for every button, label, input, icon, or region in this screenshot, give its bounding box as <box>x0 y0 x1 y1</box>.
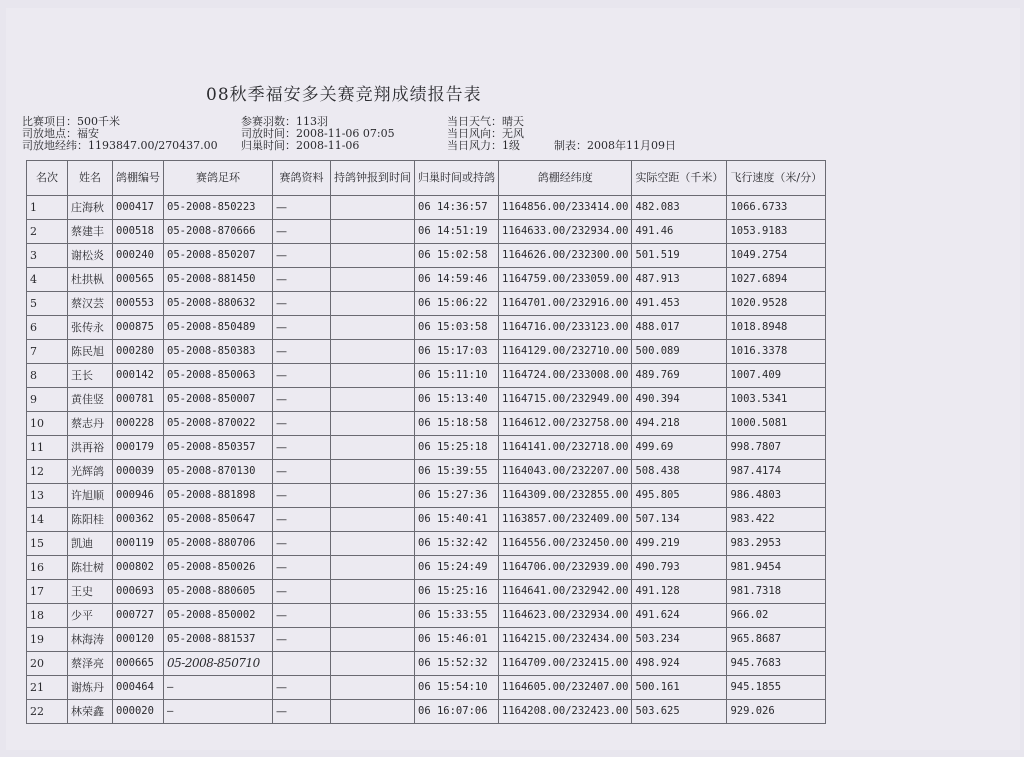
cell-clock <box>331 700 415 724</box>
cell-name: 张传永 <box>68 316 113 340</box>
cell-clock <box>331 340 415 364</box>
cell-loft: 000802 <box>113 556 164 580</box>
cell-info: — <box>273 604 331 628</box>
table-row <box>27 604 826 628</box>
cell-ring: 05-2008-880632 <box>164 292 273 316</box>
cell-ring: 05-2008-850207 <box>164 244 273 268</box>
cell-distance: 491.624 <box>632 604 727 628</box>
cell-return-time: 06 15:06:22 <box>415 292 499 316</box>
cell-rank: 22 <box>27 700 68 724</box>
cell-distance: 495.805 <box>632 484 727 508</box>
cell-name: 黄佳竖 <box>68 388 113 412</box>
cell-loft: 000553 <box>113 292 164 316</box>
cell-info: — <box>273 316 331 340</box>
cell-return-time: 06 15:40:41 <box>415 508 499 532</box>
cell-coords: 1164612.00/232758.00 <box>499 412 632 436</box>
cell-coords: 1164701.00/232916.00 <box>499 292 632 316</box>
cell-clock <box>331 316 415 340</box>
cell-rank: 5 <box>27 292 68 316</box>
cell-speed: 929.026 <box>727 700 826 724</box>
cell-rank: 15 <box>27 532 68 556</box>
cell-info: — <box>273 508 331 532</box>
cell-name: 林海涛 <box>68 628 113 652</box>
cell-clock <box>331 532 415 556</box>
table-row <box>27 268 826 292</box>
cell-ring: 05-2008-870130 <box>164 460 273 484</box>
cell-speed: 945.1855 <box>727 676 826 700</box>
cell-distance: 490.793 <box>632 556 727 580</box>
cell-distance: 507.134 <box>632 508 727 532</box>
cell-clock <box>331 484 415 508</box>
cell-coords: 1164759.00/233059.00 <box>499 268 632 292</box>
header-return-time: 归巢时间或持鸽 <box>415 161 499 196</box>
cell-coords: 1164208.00/232423.00 <box>499 700 632 724</box>
cell-ring: 05-2008-850383 <box>164 340 273 364</box>
cell-return-time: 06 15:33:55 <box>415 604 499 628</box>
cell-name: 谢炼丹 <box>68 676 113 700</box>
table-row <box>27 460 826 484</box>
cell-coords: 1164141.00/232718.00 <box>499 436 632 460</box>
header-speed: 飞行速度（米/分） <box>727 161 826 196</box>
cell-rank: 11 <box>27 436 68 460</box>
cell-info: — <box>273 460 331 484</box>
cell-ring: 05-2008-850647 <box>164 508 273 532</box>
cell-ring: 05-2008-850489 <box>164 316 273 340</box>
table-row <box>27 580 826 604</box>
cell-ring: — <box>164 700 273 724</box>
cell-ring: 05-2008-881898 <box>164 484 273 508</box>
meta-weather: 当日天气：晴天 <box>447 115 524 128</box>
cell-loft: 000693 <box>113 580 164 604</box>
cell-clock <box>331 364 415 388</box>
cell-loft: 000875 <box>113 316 164 340</box>
cell-info: — <box>273 700 331 724</box>
header-rank: 名次 <box>27 161 68 196</box>
cell-distance: 494.218 <box>632 412 727 436</box>
cell-rank: 7 <box>27 340 68 364</box>
table-row <box>27 532 826 556</box>
table-row <box>27 628 826 652</box>
cell-ring: 05-2008-881537 <box>164 628 273 652</box>
cell-coords: 1163857.00/232409.00 <box>499 508 632 532</box>
cell-speed: 1027.6894 <box>727 268 826 292</box>
cell-distance: 487.913 <box>632 268 727 292</box>
cell-distance: 503.625 <box>632 700 727 724</box>
cell-coords: 1164605.00/232407.00 <box>499 676 632 700</box>
cell-coords: 1164715.00/232949.00 <box>499 388 632 412</box>
cell-coords: 1164556.00/232450.00 <box>499 532 632 556</box>
cell-clock <box>331 412 415 436</box>
cell-distance: 489.769 <box>632 364 727 388</box>
cell-return-time: 06 15:24:49 <box>415 556 499 580</box>
cell-distance: 491.128 <box>632 580 727 604</box>
header-info: 赛鸽资料 <box>273 161 331 196</box>
cell-distance: 491.453 <box>632 292 727 316</box>
cell-loft: 000142 <box>113 364 164 388</box>
cell-clock <box>331 244 415 268</box>
table-row <box>27 340 826 364</box>
table-row <box>27 700 826 724</box>
cell-speed: 998.7807 <box>727 436 826 460</box>
cell-speed: 1003.5341 <box>727 388 826 412</box>
table-row <box>27 652 826 676</box>
meta-release-time: 司放时间：2008-11-06 07:05 <box>241 127 395 140</box>
meta-made-date: 制表：2008年11月09日 <box>554 139 676 152</box>
table-row <box>27 484 826 508</box>
cell-rank: 21 <box>27 676 68 700</box>
cell-ring: 05-2008-850007 <box>164 388 273 412</box>
header-clock: 持鸽钟报到时间 <box>331 161 415 196</box>
meta-event: 比赛项目：500千米 <box>22 115 120 128</box>
cell-loft: 000946 <box>113 484 164 508</box>
cell-info: — <box>273 196 331 220</box>
table-row <box>27 412 826 436</box>
cell-ring: — <box>164 676 273 700</box>
cell-ring: 05-2008-880605 <box>164 580 273 604</box>
cell-speed: 1049.2754 <box>727 244 826 268</box>
cell-info <box>273 652 331 676</box>
header-ring: 赛鸽足环 <box>164 161 273 196</box>
cell-speed: 1066.6733 <box>727 196 826 220</box>
cell-clock <box>331 196 415 220</box>
cell-clock <box>331 220 415 244</box>
cell-loft: 000228 <box>113 412 164 436</box>
cell-speed: 965.8687 <box>727 628 826 652</box>
cell-distance: 490.394 <box>632 388 727 412</box>
cell-info: — <box>273 676 331 700</box>
results-body <box>27 196 826 724</box>
cell-rank: 13 <box>27 484 68 508</box>
cell-speed: 1000.5081 <box>727 412 826 436</box>
cell-info: — <box>273 388 331 412</box>
cell-rank: 20 <box>27 652 68 676</box>
cell-loft: 000039 <box>113 460 164 484</box>
cell-return-time: 06 15:17:03 <box>415 340 499 364</box>
cell-return-time: 06 15:52:32 <box>415 652 499 676</box>
cell-name: 许旭顺 <box>68 484 113 508</box>
cell-distance: 488.017 <box>632 316 727 340</box>
cell-distance: 501.519 <box>632 244 727 268</box>
cell-return-time: 06 15:13:40 <box>415 388 499 412</box>
cell-name: 少平 <box>68 604 113 628</box>
cell-return-time: 06 16:07:06 <box>415 700 499 724</box>
cell-loft: 000240 <box>113 244 164 268</box>
cell-return-time: 06 15:03:58 <box>415 316 499 340</box>
cell-info: — <box>273 268 331 292</box>
cell-coords: 1164215.00/232434.00 <box>499 628 632 652</box>
cell-rank: 3 <box>27 244 68 268</box>
report-title: 08秋季福安多关赛竞翔成绩报告表 <box>206 85 482 105</box>
cell-name: 林荣鑫 <box>68 700 113 724</box>
cell-info: — <box>273 436 331 460</box>
cell-info: — <box>273 244 331 268</box>
cell-return-time: 06 15:25:16 <box>415 580 499 604</box>
cell-coords: 1164633.00/232934.00 <box>499 220 632 244</box>
cell-loft: 000665 <box>113 652 164 676</box>
cell-speed: 966.02 <box>727 604 826 628</box>
cell-name: 凯迪 <box>68 532 113 556</box>
cell-ring: 05-2008-850223 <box>164 196 273 220</box>
cell-rank: 2 <box>27 220 68 244</box>
cell-ring: 05-2008-850063 <box>164 364 273 388</box>
cell-name: 庄海秋 <box>68 196 113 220</box>
cell-return-time: 06 14:51:19 <box>415 220 499 244</box>
cell-loft: 000464 <box>113 676 164 700</box>
cell-rank: 16 <box>27 556 68 580</box>
cell-speed: 1053.9183 <box>727 220 826 244</box>
cell-coords: 1164641.00/232942.00 <box>499 580 632 604</box>
cell-loft: 000280 <box>113 340 164 364</box>
cell-speed: 983.422 <box>727 508 826 532</box>
cell-speed: 945.7683 <box>727 652 826 676</box>
cell-name: 蔡志丹 <box>68 412 113 436</box>
cell-clock <box>331 676 415 700</box>
meta-release-place: 司放地点：福安 <box>22 127 99 140</box>
cell-name: 洪再裕 <box>68 436 113 460</box>
cell-return-time: 06 15:25:18 <box>415 436 499 460</box>
cell-loft: 000362 <box>113 508 164 532</box>
table-row <box>27 316 826 340</box>
cell-return-time: 06 15:54:10 <box>415 676 499 700</box>
cell-rank: 17 <box>27 580 68 604</box>
cell-return-time: 06 15:32:42 <box>415 532 499 556</box>
cell-coords: 1164043.00/232207.00 <box>499 460 632 484</box>
cell-info: — <box>273 364 331 388</box>
table-row <box>27 220 826 244</box>
cell-return-time: 06 15:27:36 <box>415 484 499 508</box>
cell-loft: 000179 <box>113 436 164 460</box>
meta-entries: 参赛羽数：113羽 <box>241 115 328 128</box>
cell-clock <box>331 436 415 460</box>
cell-loft: 000120 <box>113 628 164 652</box>
cell-info: — <box>273 556 331 580</box>
cell-return-time: 06 15:39:55 <box>415 460 499 484</box>
cell-return-time: 06 15:11:10 <box>415 364 499 388</box>
cell-rank: 19 <box>27 628 68 652</box>
cell-distance: 500.089 <box>632 340 727 364</box>
meta-wind-force: 当日风力：1级 <box>447 139 520 152</box>
cell-return-time: 06 14:36:57 <box>415 196 499 220</box>
cell-name: 谢松炎 <box>68 244 113 268</box>
cell-speed: 1016.3378 <box>727 340 826 364</box>
cell-name: 蔡建丰 <box>68 220 113 244</box>
header-coords: 鸽棚经纬度 <box>499 161 632 196</box>
cell-loft: 000565 <box>113 268 164 292</box>
results-table <box>26 160 826 724</box>
cell-distance: 499.219 <box>632 532 727 556</box>
header-distance: 实际空距（千米） <box>632 161 727 196</box>
cell-distance: 498.924 <box>632 652 727 676</box>
cell-loft: 000020 <box>113 700 164 724</box>
cell-ring: 05-2008-850357 <box>164 436 273 460</box>
cell-distance: 503.234 <box>632 628 727 652</box>
cell-distance: 500.161 <box>632 676 727 700</box>
header-loft: 鸽棚编号 <box>113 161 164 196</box>
cell-return-time: 06 15:46:01 <box>415 628 499 652</box>
table-row <box>27 388 826 412</box>
table-row <box>27 364 826 388</box>
cell-clock <box>331 580 415 604</box>
report-sheet <box>6 8 1020 750</box>
cell-rank: 4 <box>27 268 68 292</box>
cell-name: 陈民旭 <box>68 340 113 364</box>
cell-clock <box>331 460 415 484</box>
cell-rank: 14 <box>27 508 68 532</box>
cell-info: — <box>273 484 331 508</box>
cell-clock <box>331 268 415 292</box>
cell-distance: 482.083 <box>632 196 727 220</box>
cell-name: 陈阳桂 <box>68 508 113 532</box>
cell-loft: 000781 <box>113 388 164 412</box>
cell-coords: 1164724.00/233008.00 <box>499 364 632 388</box>
cell-speed: 981.7318 <box>727 580 826 604</box>
cell-rank: 8 <box>27 364 68 388</box>
cell-speed: 983.2953 <box>727 532 826 556</box>
cell-coords: 1164856.00/233414.00 <box>499 196 632 220</box>
cell-return-time: 06 15:02:58 <box>415 244 499 268</box>
cell-speed: 1007.409 <box>727 364 826 388</box>
cell-clock <box>331 604 415 628</box>
table-row <box>27 508 826 532</box>
cell-rank: 1 <box>27 196 68 220</box>
cell-clock <box>331 628 415 652</box>
table-row <box>27 556 826 580</box>
cell-speed: 987.4174 <box>727 460 826 484</box>
cell-coords: 1164309.00/232855.00 <box>499 484 632 508</box>
cell-loft: 000727 <box>113 604 164 628</box>
cell-ring: 05-2008-850026 <box>164 556 273 580</box>
meta-wind-dir: 当日风向：无风 <box>447 127 524 140</box>
table-row <box>27 292 826 316</box>
cell-clock <box>331 652 415 676</box>
cell-rank: 12 <box>27 460 68 484</box>
cell-loft: 000518 <box>113 220 164 244</box>
cell-coords: 1164716.00/233123.00 <box>499 316 632 340</box>
cell-name: 王史 <box>68 580 113 604</box>
cell-info: — <box>273 220 331 244</box>
cell-return-time: 06 14:59:46 <box>415 268 499 292</box>
cell-return-time: 06 15:18:58 <box>415 412 499 436</box>
cell-clock <box>331 388 415 412</box>
cell-rank: 6 <box>27 316 68 340</box>
cell-clock <box>331 292 415 316</box>
cell-coords: 1164129.00/232710.00 <box>499 340 632 364</box>
cell-clock <box>331 508 415 532</box>
cell-ring: 05-2008-850710 <box>164 652 273 676</box>
cell-speed: 1020.9528 <box>727 292 826 316</box>
cell-name: 陈壮树 <box>68 556 113 580</box>
header-name: 姓名 <box>68 161 113 196</box>
cell-name: 王长 <box>68 364 113 388</box>
meta-return-time: 归巢时间：2008-11-06 <box>241 139 360 152</box>
cell-loft: 000119 <box>113 532 164 556</box>
cell-rank: 18 <box>27 604 68 628</box>
cell-clock <box>331 556 415 580</box>
cell-rank: 10 <box>27 412 68 436</box>
cell-info: — <box>273 292 331 316</box>
cell-coords: 1164709.00/232415.00 <box>499 652 632 676</box>
cell-loft: 000417 <box>113 196 164 220</box>
meta-release-coords: 司放地经纬：1193847.00/270437.00 <box>22 139 218 152</box>
table-header-row <box>27 161 826 196</box>
cell-name: 蔡泽亮 <box>68 652 113 676</box>
table-row <box>27 676 826 700</box>
table-row <box>27 436 826 460</box>
cell-ring: 05-2008-850002 <box>164 604 273 628</box>
table-row <box>27 196 826 220</box>
cell-speed: 1018.8948 <box>727 316 826 340</box>
cell-speed: 986.4803 <box>727 484 826 508</box>
cell-info: — <box>273 532 331 556</box>
cell-info: — <box>273 340 331 364</box>
cell-name: 蔡汉芸 <box>68 292 113 316</box>
cell-ring: 05-2008-870666 <box>164 220 273 244</box>
cell-name: 杜拱枞 <box>68 268 113 292</box>
cell-coords: 1164626.00/232300.00 <box>499 244 632 268</box>
cell-ring: 05-2008-881450 <box>164 268 273 292</box>
cell-speed: 981.9454 <box>727 556 826 580</box>
cell-ring: 05-2008-870022 <box>164 412 273 436</box>
cell-ring: 05-2008-880706 <box>164 532 273 556</box>
cell-distance: 499.69 <box>632 436 727 460</box>
cell-name: 光辉鸽 <box>68 460 113 484</box>
cell-info: — <box>273 628 331 652</box>
cell-info: — <box>273 580 331 604</box>
cell-distance: 508.438 <box>632 460 727 484</box>
cell-info: — <box>273 412 331 436</box>
cell-rank: 9 <box>27 388 68 412</box>
cell-distance: 491.46 <box>632 220 727 244</box>
cell-coords: 1164623.00/232934.00 <box>499 604 632 628</box>
cell-coords: 1164706.00/232939.00 <box>499 556 632 580</box>
table-row <box>27 244 826 268</box>
